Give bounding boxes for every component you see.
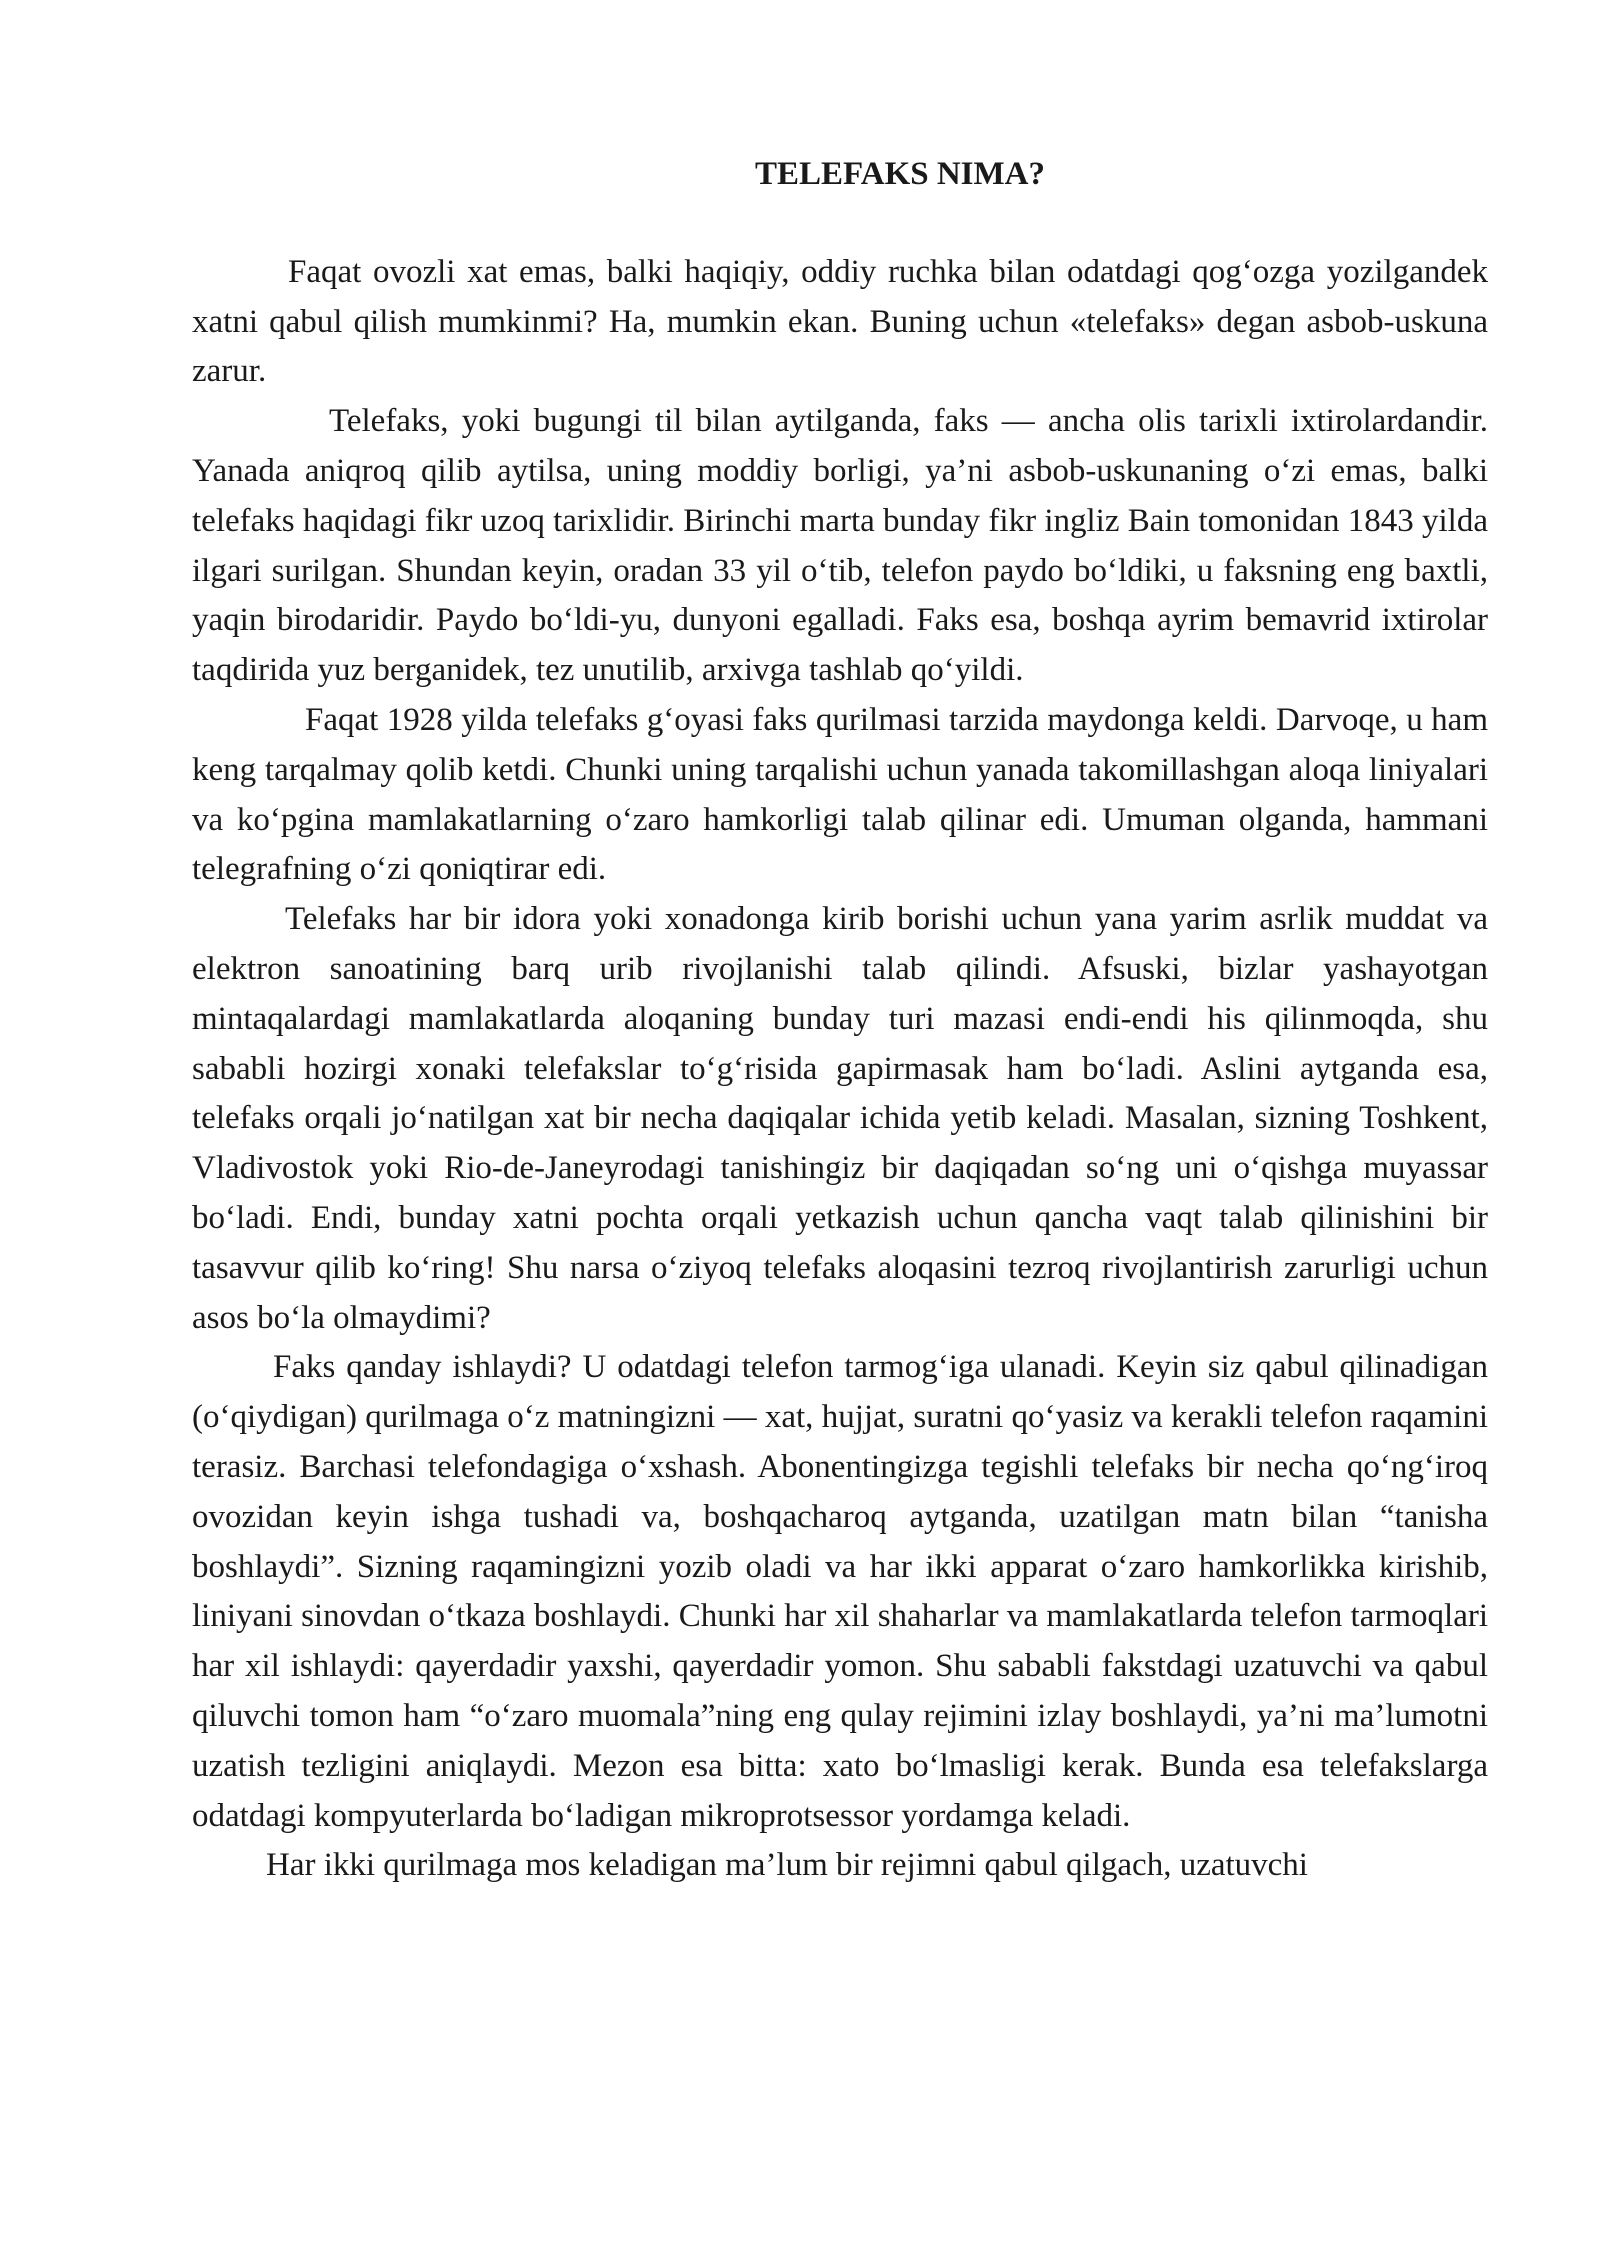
paragraph: Faqat 1928 yilda telefaks g‘oyasi faks qurilmasi tarzida maydonga keldi. Darvoqe, u ham keng tarqalmay qolib ketdi. Chunki uning tarqalishi uchun yanada takomillashgan aloqa liniyalari va ko‘pgina mamlakatlarning o‘zaro hamkorligi talab qilinar edi. Umuman olganda, hammani telegrafning o‘zi qoniqtirar edi.	[192, 701, 1488, 888]
document-title: TELEFAKS NIMA?	[754, 156, 1045, 192]
paragraph: Faks qanday ishlaydi? U odatdagi telefon tarmog‘iga ulanadi. Keyin siz qabul qilinadigan (o‘qiydigan) qurilmaga o‘z matningizni — xat, hujjat, suratni qo‘yasiz va kerakli telefon raqamini terasiz. Barchasi telefondagiga o‘xshash. Abonentingizga tegishli telefaks bir necha qo‘ng‘iroq ovozidan keyin ishga tushadi va, boshqacharoq aytganda, uzatilgan matn bilan “tanisha boshlaydi”. Sizning raqamingizni yozib oladi va har ikki apparat o‘zaro hamkorlikka kirishib, liniyani sinovdan o‘tkaza boshlaydi. Chunki har xil shaharlar va mamlakatlarda telefon tarmoqlari har xil ishlaydi: qayerdadir yaxshi, qayerdadir yomon. Shu sababli fakstdagi uzatuvchi va qabul qiluvchi tomon ham “o‘zaro muomala”ning eng qulay rejimini izlay boshlaydi, ya’ni ma’lumotni uzatish tezligini aniqlaydi. Mezon esa bitta: xato bo‘lmasligi kerak. Bunda esa telefakslarga odatdagi kompyuterlarda bo‘ladigan mikroprotsessor yordamga keladi.	[192, 1349, 1488, 1834]
paragraph: Faqat ovozli xat emas, balki haqiqiy, oddiy ruchka bilan odatdagi qog‘ozga yozilgandek xatni qabul qilish mumkinmi? Ha, mumkin ekan. Buning uchun «telefaks» degan asbob-uskuna zarur.	[192, 253, 1488, 390]
paragraph: Telefaks har bir idora yoki xonadonga kirib borishi uchun yana yarim asrlik muddat va elektron sanoatining barq urib rivojlanishi talab qilindi. Afsuski, bizlar yashayotgan mintaqalardagi mamlakatlarda aloqaning bunday turi mazasi endi-endi his qilinmoqda, shu sababli hozirgi xonaki telefakslar to‘g‘risida gapirmasak ham bo‘ladi. Aslini aytganda esa, telefaks orqali jo‘natilgan xat bir necha daqiqalar ichida yetib keladi. Masalan, sizning Toshkent, Vladivostok yoki Rio-de-Janeyrodagi tanishingiz bir daqiqadan so‘ng uni o‘qishga muyassar bo‘ladi. Endi, bunday xatni pochta orqali yetkazish uchun qancha vaqt talab qilinishini bir tasavvur qilib ko‘ring! Shu narsa o‘ziyoq telefaks aloqasini tezroq rivojlantirish zarurligi uchun asos bo‘la olmaydimi?	[192, 901, 1488, 1336]
document-page	[192, 150, 1488, 1891]
paragraph: Har ikki qurilmaga mos keladigan ma’lum bir rejimni qabul qilgach, uzatuvchi	[266, 1847, 1308, 1884]
paragraph: Telefaks, yoki bugungi til bilan aytilganda, faks — ancha olis tarixli ixtirolardandir. Yanada aniqroq qilib aytilsa, uning moddiy borligi, ya’ni asbob-uskunaning o‘zi emas, balki telefaks haqidagi fikr uzoq tarixlidir. Birinchi marta bunday fikr ingliz Bain tomonidan 1843 yilda ilgari surilgan. Shundan keyin, oradan 33 yil o‘tib, telefon paydo bo‘ldiki, u faksning eng baxtli, yaqin birodaridir. Paydo bo‘ldi-yu, dunyoni egalladi. Faks esa, boshqa ayrim bemavrid ixtirolar taqdirida yuz berganidek, tez unutilib, arxivga tashlab qo‘yildi.	[192, 403, 1488, 689]
